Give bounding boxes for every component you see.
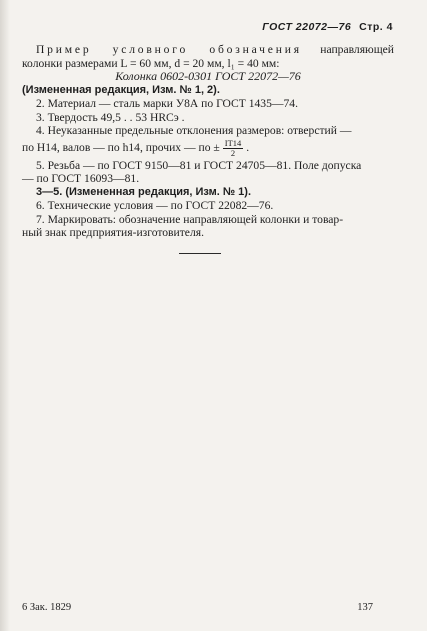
item-7-line-2: ный знак предприятия-изготовителя. [22,226,204,239]
header-page-label: Стр. 4 [359,21,393,33]
item-6: 6. Технические условия — по ГОСТ 22082—76. [36,199,274,212]
item-3: 3. Твердость 49,5 . . 53 HRCэ . [36,110,185,124]
amendment-note-3-5: 3—5. (Измененная редакция, Изм. № 1). [36,185,252,198]
example-intro-tail: направляющей [320,43,394,56]
header-standard: ГОСТ 22072—76 [262,21,352,33]
item-4-start: по H14, валов — по h14, прочих — по ± [22,140,220,154]
item-2: 2. Материал — сталь марки У8А по ГОСТ 1435—74. [36,97,298,110]
item-7-line-1: 7. Маркировать: обозначение направляющей колонки и товар- [36,212,344,226]
running-header [262,21,393,33]
item-5-line-2: — по ГОСТ 16093—81. [22,172,140,185]
example-line-2: колонки размерами L = 60 мм, d = 20 мм, l₁ = 40 мм: [22,56,280,70]
fraction-numerator: IT14 [224,137,242,148]
scan-edge-shadow [0,0,10,631]
body-text [22,43,394,240]
item-4-line-1: 4. Неуказанные предельные отклонения размеров: отверстий — [36,124,352,137]
example-line-1 [22,43,394,57]
item-4-end: . [246,140,250,154]
amendment-note-1-2: (Измененная редакция, Изм. № 1, 2). [22,83,220,96]
example-designation: Колонка 0602-0301 ГОСТ 22072—76 [115,69,301,83]
example-intro-spaced: Пример условного обозначения [36,43,302,56]
section-divider [179,253,221,254]
item-4-line-2 [22,139,394,158]
footer-page-number: 137 [357,602,373,613]
item-5-line-1: 5. Резьба — по ГОСТ 9150—81 и ГОСТ 24705—81. Поле допуска [36,158,362,172]
footer-order-number: 6 Зак. 1829 [22,602,72,613]
tolerance-fraction [223,139,244,158]
fraction-denominator: 2 [230,147,236,158]
